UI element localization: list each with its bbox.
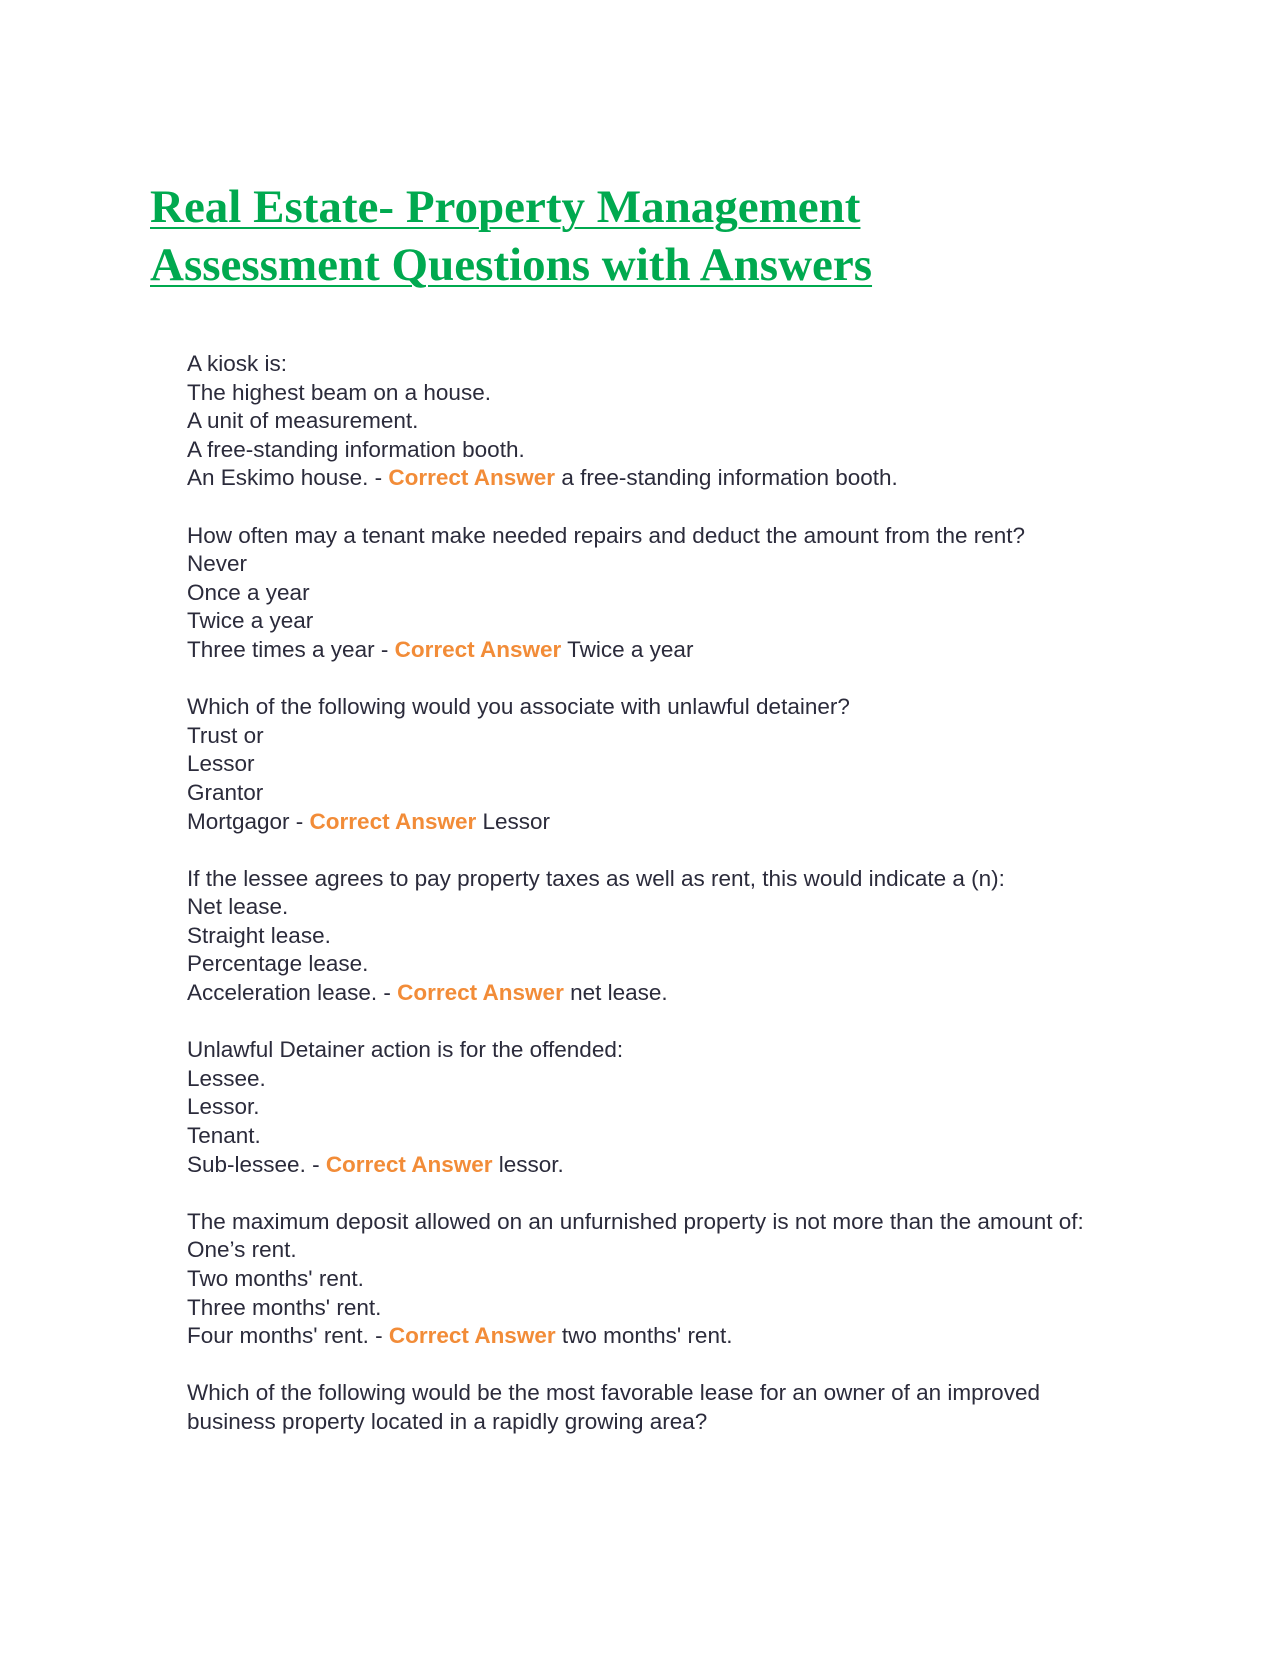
question-block xyxy=(187,865,1127,1008)
answer-line xyxy=(187,808,1127,837)
option: Twice a year xyxy=(187,608,314,634)
option: A unit of measurement. xyxy=(187,408,419,434)
option: Once a year xyxy=(187,579,310,605)
answer-line xyxy=(187,1151,1127,1180)
correct-answer-label: Correct Answer xyxy=(397,980,564,1006)
question-block xyxy=(187,1208,1127,1351)
question-text: Which of the following would you associate with unlawful detainer? xyxy=(187,694,850,720)
answer-line xyxy=(187,636,1127,665)
option: Acceleration lease. - xyxy=(187,980,398,1006)
question-text: A kiosk is: xyxy=(187,351,288,376)
option: Tenant. xyxy=(187,1123,261,1149)
answer-text: a free-standing information booth. xyxy=(555,465,898,491)
option: An Eskimo house. - xyxy=(187,465,389,491)
option: Sub-lessee. - xyxy=(187,1151,326,1177)
question-list xyxy=(187,350,1127,1465)
option: Never xyxy=(187,551,248,577)
option: Three times a year - xyxy=(187,636,395,662)
answer-text: two months' rent. xyxy=(555,1323,733,1349)
option: Lessor xyxy=(187,751,255,777)
option: One’s rent. xyxy=(187,1237,297,1263)
option: Lessee. xyxy=(187,1065,266,1091)
answer-text: Lessor xyxy=(476,808,551,834)
option: Percentage lease. xyxy=(187,951,369,977)
correct-answer-label: Correct Answer xyxy=(309,808,477,834)
answer-line xyxy=(187,464,1127,493)
answer-text: net lease. xyxy=(563,980,668,1006)
correct-answer-label: Correct Answer xyxy=(394,636,562,662)
answer-text: lessor. xyxy=(492,1151,564,1177)
question-text: Unlawful Detainer action is for the offended: xyxy=(187,1037,624,1063)
option: Three months' rent. xyxy=(187,1294,382,1320)
question-text: If the lessee agrees to pay property taxes as well as rent, this would indicate a (n): xyxy=(187,865,1005,891)
question-text: How often may a tenant make needed repairs and deduct the amount from the rent? xyxy=(187,522,1026,548)
option: A free-standing information booth. xyxy=(187,436,525,462)
option: Two months' rent. xyxy=(187,1266,364,1291)
document-title xyxy=(150,178,1150,294)
document-title-line-2: Assessment Questions with Answers xyxy=(150,239,873,291)
option: Trust or xyxy=(187,722,264,748)
question-block xyxy=(187,522,1127,665)
question-block xyxy=(187,1379,1127,1436)
option: Net lease. xyxy=(187,894,289,920)
question-block xyxy=(187,1036,1127,1179)
option: Four months' rent. - xyxy=(187,1323,389,1349)
answer-line xyxy=(187,1322,1127,1351)
question-text: The maximum deposit allowed on an unfurnished property is not more than the amount of: xyxy=(187,1208,1084,1234)
option: Straight lease. xyxy=(187,922,331,948)
answer-line xyxy=(187,979,1127,1008)
question-block xyxy=(187,693,1127,836)
correct-answer-label: Correct Answer xyxy=(388,1323,556,1349)
option: Lessor. xyxy=(187,1094,260,1120)
correct-answer-label: Correct Answer xyxy=(325,1151,493,1177)
document-title-line-1: Real Estate- Property Management xyxy=(150,181,861,233)
option: The highest beam on a house. xyxy=(187,379,491,405)
question-block xyxy=(187,350,1127,493)
option: Grantor xyxy=(187,779,264,805)
correct-answer-label: Correct Answer xyxy=(388,465,556,491)
answer-text: Twice a year xyxy=(561,636,694,662)
question-text: Which of the following would be the most favorable lease for an owner of an improved business property located in a rapidly growing area? xyxy=(187,1380,1040,1434)
option: Mortgagor - xyxy=(187,808,310,834)
